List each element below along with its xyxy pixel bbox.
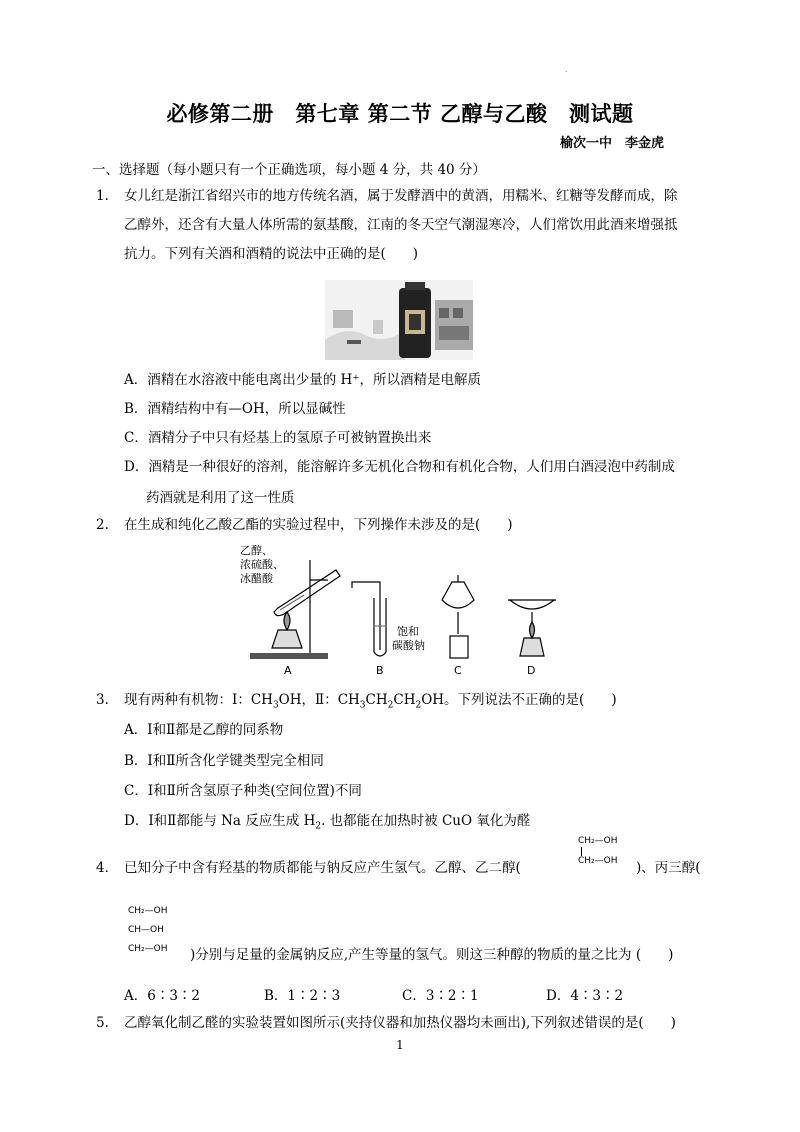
- q2-stem: 在生成和纯化乙酸乙酯的实验过程中，下列操作未涉及的是( ): [124, 517, 513, 533]
- q2-label-d: D: [527, 664, 536, 677]
- q1-option-b: B．酒精结构中有—OH，所以显碱性: [124, 401, 346, 417]
- q2-sat-1: 饱和: [397, 625, 419, 638]
- q3-option-d: D．Ⅰ和Ⅱ都能与 Na 反应生成 $H_2$. 也都能在加热时被 CuO 氧化为醛: [124, 813, 531, 832]
- glycerol-structure: CH₂—OH CH—OH CH₂—OH: [128, 906, 168, 954]
- q1-option-d-line2: 药酒就是利用了这一性质: [146, 490, 295, 506]
- q1-option-a: A．酒精在水溶液中能电离出少量的 H⁺，所以酒精是电解质: [124, 372, 481, 388]
- apparatus-c: [442, 575, 474, 658]
- q4-stem-part1: 已知分子中含有羟基的物质都能与钠反应产生氢气。乙醇、乙二醇(: [124, 860, 521, 876]
- q4-stem-line2: )分别与足量的金属钠反应,产生等量的氢气。则这三种醇的物质的量之比为 ( ): [190, 947, 674, 963]
- author-line: 榆次一中 李金虎: [560, 136, 665, 151]
- q1-line2: 乙醇外，还含有大量人体所需的氨基酸，江南的冬天空气潮湿寒冷，人们常饮用此酒来增强抵: [124, 217, 678, 233]
- q2-reagent-2: 浓硫酸、: [240, 558, 284, 571]
- q3-number: 3.: [96, 692, 109, 708]
- q2-label-a: A: [284, 664, 292, 677]
- q5-stem: 乙醇氧化制乙醛的实验装置如图所示(夹持仪器和加热仪器均未画出),下列叙述错误的是( ): [124, 1015, 676, 1031]
- q2-reagent-1: 乙醇、: [240, 544, 273, 557]
- q4-option-d: D．4∶3∶2: [546, 988, 624, 1004]
- apparatus-diagram: [240, 540, 570, 680]
- glycol-structure: CH₂—OH CH₂—OH: [578, 836, 618, 866]
- q4-stem-part2: )、丙三醇(: [636, 860, 701, 876]
- q4-number: 4．: [96, 860, 119, 876]
- q2-sat-2: 碳酸钠: [392, 639, 425, 652]
- page-number: 1: [396, 1038, 404, 1052]
- q3-option-b: B．Ⅰ和Ⅱ所含化学键类型完全相同: [124, 753, 324, 769]
- q5-number: 5.: [96, 1015, 109, 1031]
- q2-number: 2.: [96, 517, 109, 533]
- q2-label-b: B: [376, 664, 384, 677]
- q4-option-c: C．3∶2∶1: [402, 988, 479, 1004]
- page-title: 必修第二册 第七章 第二节 乙醇与乙酸 测试题: [166, 102, 634, 126]
- corner-mark: .: [565, 65, 568, 74]
- apparatus-d: [508, 600, 556, 656]
- wine-bottle-photo: [325, 280, 473, 360]
- q3-option-c: C．Ⅰ和Ⅱ所含氢原子种类(空间位置)不同: [124, 783, 362, 799]
- q3-option-a: A．Ⅰ和Ⅱ都是乙醇的同系物: [124, 722, 284, 738]
- q1-line1: 女儿红是浙江省绍兴市的地方传统名酒，属于发酵酒中的黄酒，用糯米、红糖等发酵而成，除: [124, 188, 678, 204]
- q4-option-b: B．1∶2∶3: [264, 988, 341, 1004]
- q1-line3: 抗力。下列有关酒和酒精的说法中正确的是( ): [124, 246, 419, 262]
- q3-stem: 现有两种有机物：Ⅰ：$CH_3OH$，Ⅱ：$CH_3CH_2CH_2OH$。下列说法不正确的是( ): [124, 692, 617, 711]
- q2-reagent-3: 冰醋酸: [240, 572, 273, 585]
- q1-option-d-line1: D．酒精是一种很好的溶剂，能溶解许多无机化合物和有机化合物，人们用白酒浸泡中药制成: [124, 459, 675, 475]
- q2-label-c: C: [454, 664, 462, 677]
- apparatus-b: [352, 582, 386, 656]
- q1-option-c: C．酒精分子中只有烃基上的氢原子可被钠置换出来: [124, 430, 432, 446]
- q4-option-a: A．6∶3∶2: [124, 988, 201, 1004]
- section-heading: 一、选择题（每小题只有一个正确选项，每小题 4 分，共 40 分）: [92, 162, 486, 178]
- q1-number: 1.: [96, 188, 109, 204]
